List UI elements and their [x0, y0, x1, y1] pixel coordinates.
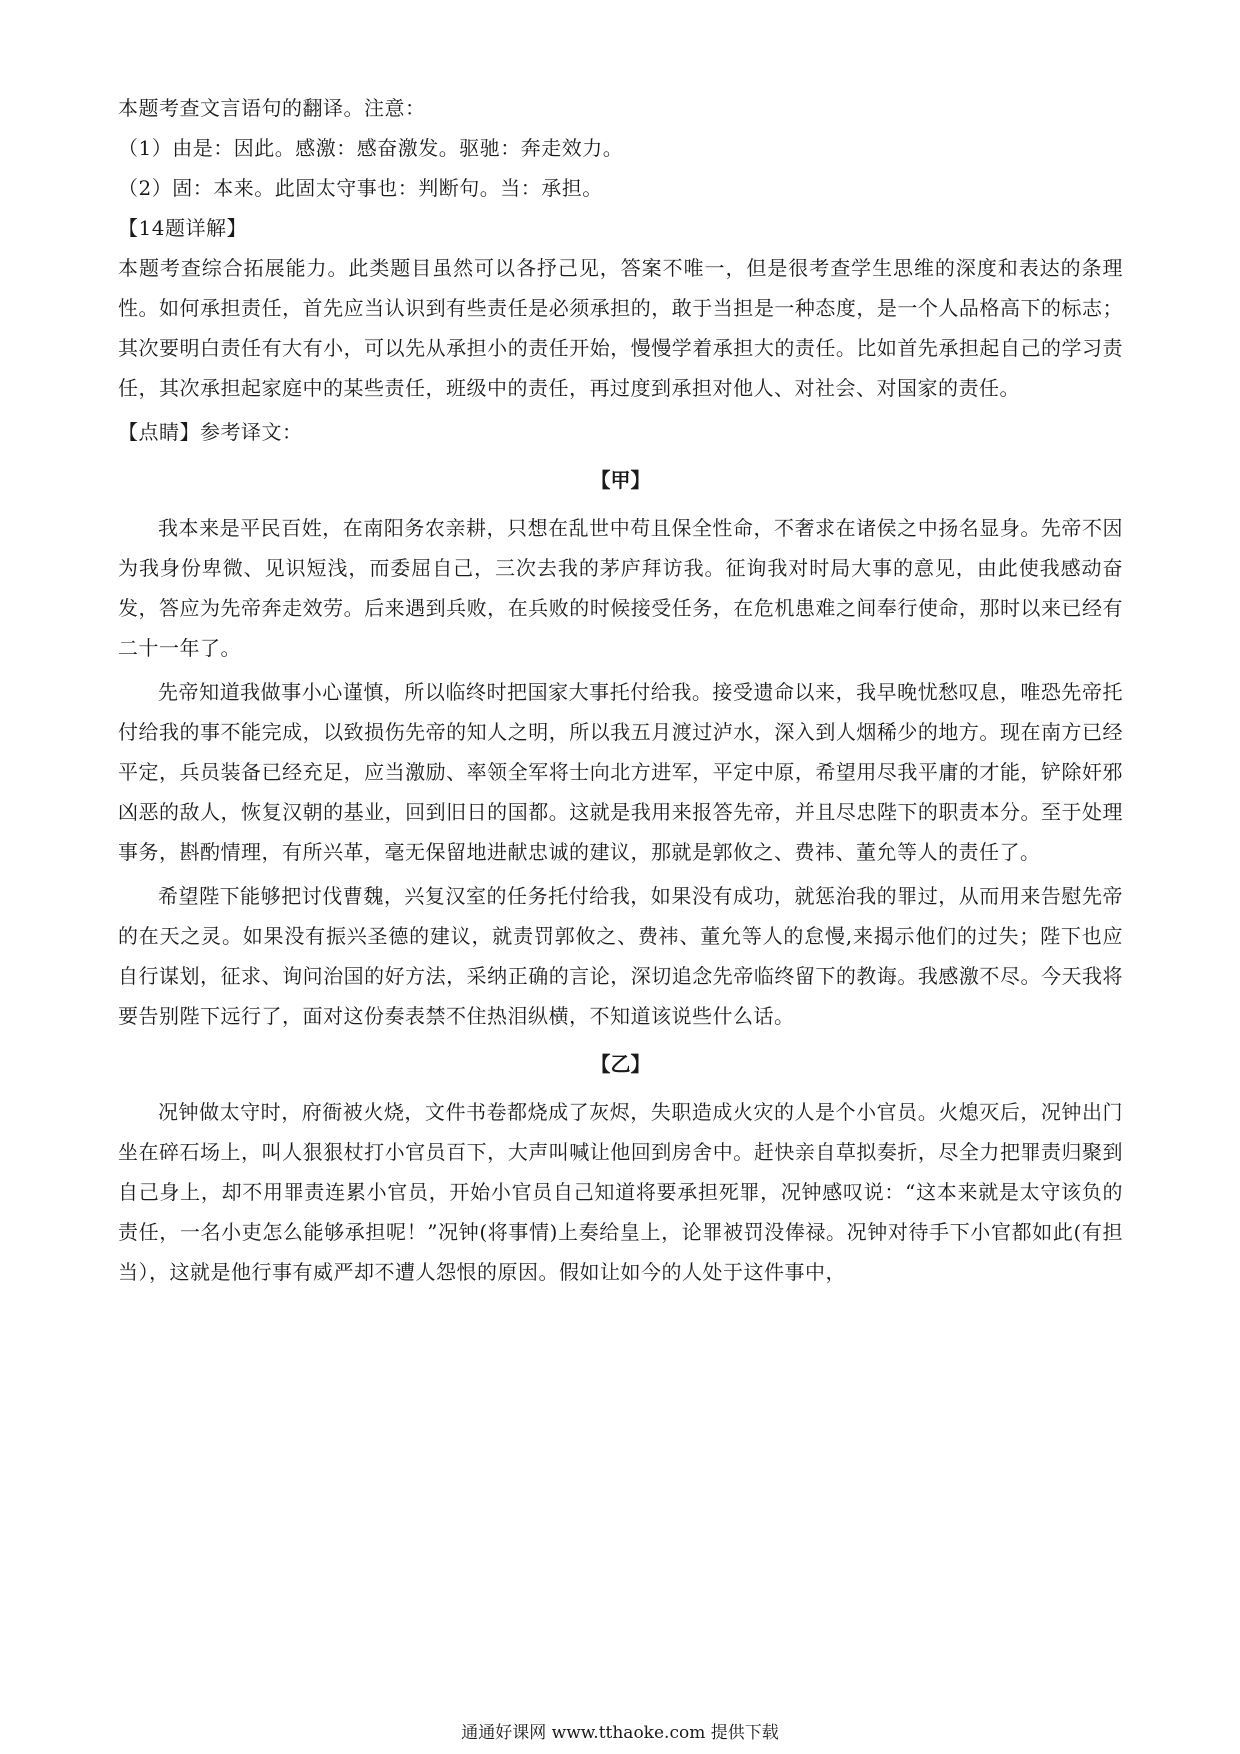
- yi-paragraph: 况钟做太守时，府衙被火烧，文件书卷都烧成了灰烬，失职造成火灾的人是个小官员。火熄灭后，况钟出门坐在碎石场上，叫人狠狠杖打小官员百下，大声叫喊让他回到房舍中。赶快亲自草拟奏折，尽全力把罪责归聚到自己身上，却不用罪责连累小官员，开始小官员自己知道将要承担死罪，况钟感叹说：“这本来就是太守该负的责任，一名小吏怎么能够承担呢！”况钟(将事情)上奏给皇上，论罪被罚没俸禄。况钟对待手下小官都如此(有担当），这就是他行事有威严却不遭人怨恨的原因。假如让如今的人处于这件事中，: [118, 1100, 1123, 1284]
- jia-paragraph: 我本来是平民百姓，在南阳务农亲耕，只想在乱世中苟且保全性命，不奢求在诸侯之中扬名显身。先帝不因为我身份卑微、见识短浅，而委屈自己，三次去我的茅庐拜访我。征询我对时局大事的意见，由此使我感动奋发，答应为先帝奔走效劳。后来遇到兵败，在兵败的时候接受任务，在危机患难之间奉行使命，那时以来已经有二十一年了。: [118, 516, 1123, 660]
- jia-heading: 【甲】: [590, 468, 651, 492]
- analysis-note-1: （1）由是：因此。感激：感奋激发。驱驰：奔走效力。: [118, 136, 624, 160]
- analysis-note-2: （2）固：本来。此固太守事也：判断句。当：承担。: [118, 176, 603, 200]
- q14-title: 【14题详解】: [118, 216, 247, 240]
- analysis-intro: 本题考查文言语句的翻译。注意：: [118, 96, 426, 120]
- page-footer: 通通好课网 www.tthaoke.com 提供下载: [461, 1723, 779, 1743]
- document-page: [118, 88, 1123, 1296]
- dianjing-label: 【点睛】参考译文：: [118, 420, 303, 444]
- jia-paragraph: 希望陛下能够把讨伐曹魏，兴复汉室的任务托付给我，如果没有成功，就惩治我的罪过，从而用来告慰先帝的在天之灵。如果没有振兴圣德的建议，就责罚郭攸之、费祎、董允等人的怠慢,来揭示他们的过失；陛下也应自行谋划，征求、询问治国的好方法，采纳正确的言论，深切追念先帝临终留下的教诲。我感激不尽。今天我将要告别陛下远行了，面对这份奏表禁不住热泪纵横，不知道该说些什么话。: [118, 884, 1123, 1028]
- q14-body: 本题考查综合拓展能力。此类题目虽然可以各抒己见，答案不唯一，但是很考查学生思维的深度和表达的条理性。如何承担责任，首先应当认识到有些责任是必须承担的，敢于当担是一种态度，是一个人品格高下的标志；其次要明白责任有大有小，可以先从承担小的责任开始，慢慢学着承担大的责任。比如首先承担起自己的学习责任，其次承担起家庭中的某些责任，班级中的责任，再过度到承担对他人、对社会、对国家的责任。: [118, 256, 1123, 400]
- jia-paragraph: 先帝知道我做事小心谨慎，所以临终时把国家大事托付给我。接受遗命以来，我早晚忧愁叹息，唯恐先帝托付给我的事不能完成，以致损伤先帝的知人之明，所以我五月渡过泸水，深入到人烟稀少的地方。现在南方已经平定，兵员装备已经充足，应当激励、率领全军将士向北方进军，平定中原，希望用尽我平庸的才能，铲除奸邪凶恶的敌人，恢复汉朝的基业，回到旧日的国都。这就是我用来报答先帝，并且尽忠陛下的职责本分。至于处理事务，斟酌情理，有所兴革，毫无保留地进献忠诚的建议，那就是郭攸之、费祎、董允等人的责任了。: [118, 680, 1123, 864]
- yi-heading: 【乙】: [590, 1052, 651, 1076]
